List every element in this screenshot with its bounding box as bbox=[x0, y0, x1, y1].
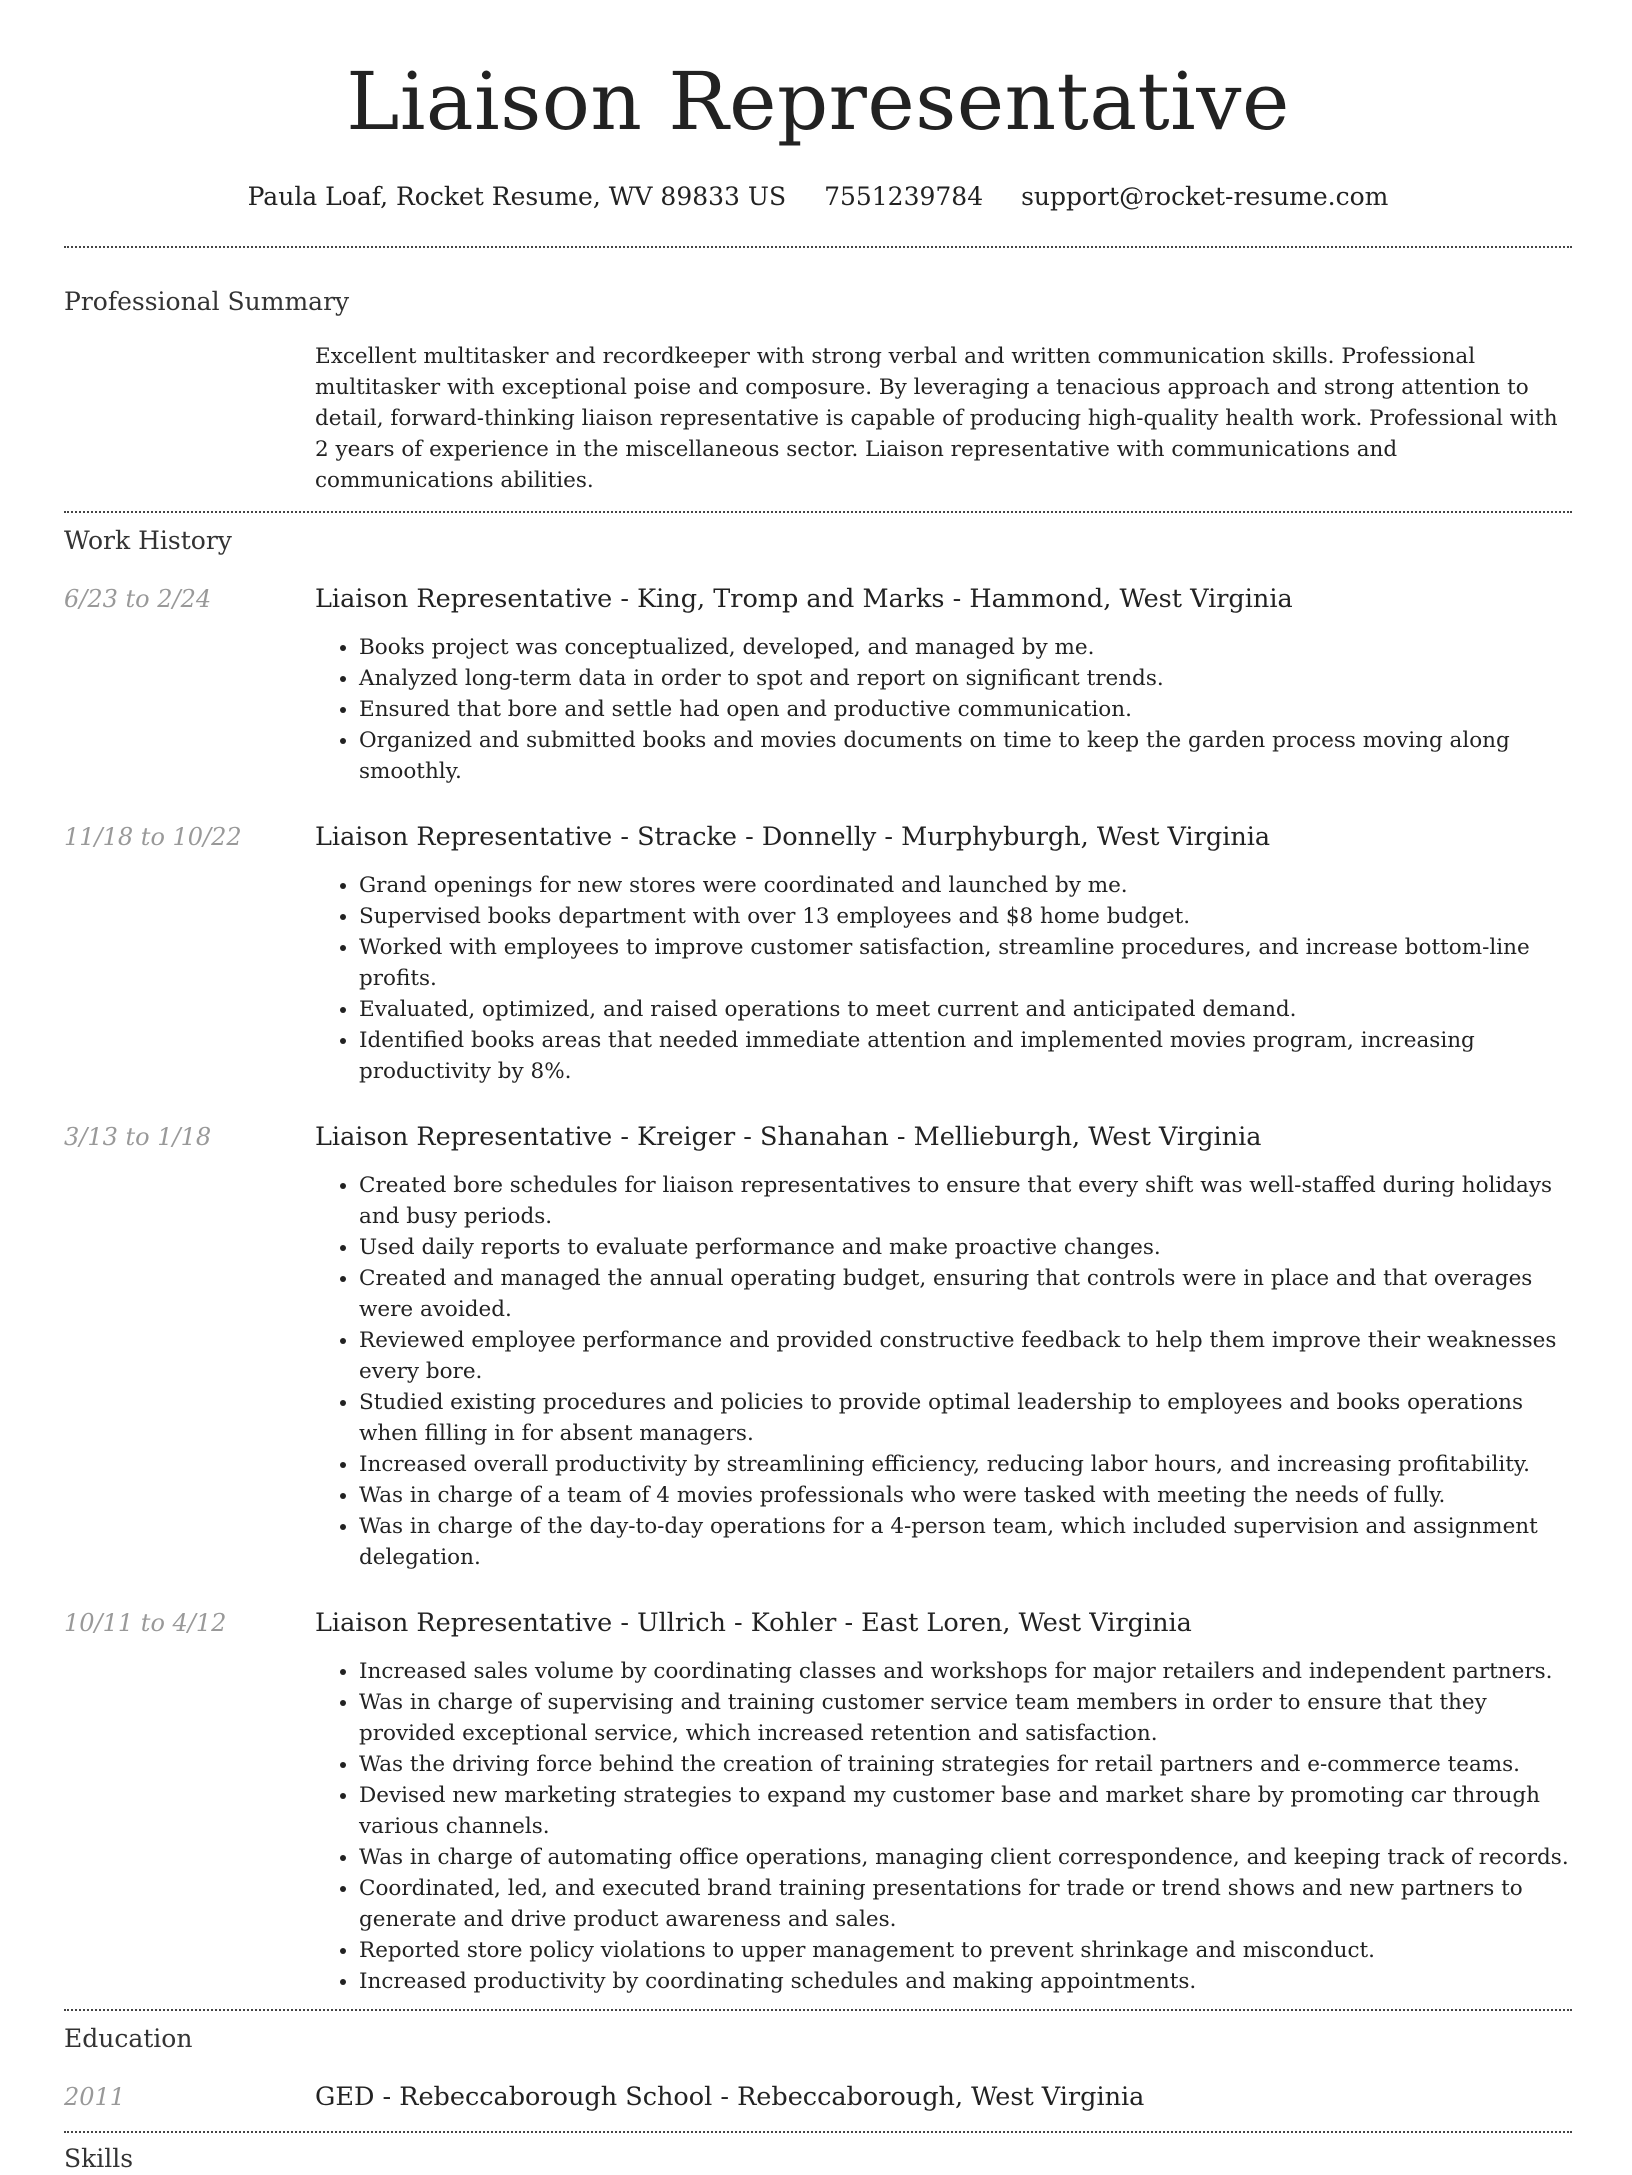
job-dates: 11/18 to 10/22 bbox=[64, 823, 242, 851]
job-bullets bbox=[315, 1170, 1572, 1573]
list-item: • Created and managed the annual operating budget, ensuring that controls were in place and that overages were avoided. bbox=[359, 1263, 1572, 1325]
job-bullets bbox=[315, 1656, 1572, 1997]
list-item: • Worked with employees to improve customer satisfaction, streamline procedures, and increase bottom-line profits. bbox=[359, 932, 1572, 994]
list-item: • Studied existing procedures and policies to provide optimal leadership to employees and books operations when filling in for absent managers. bbox=[359, 1387, 1572, 1449]
list-item: • Coordinated, led, and executed brand training presentations for trade or trend shows and new partners to generate and drive product awareness and sales. bbox=[359, 1873, 1572, 1935]
education-entry bbox=[64, 2081, 1572, 2113]
list-item: • Increased sales volume by coordinating classes and workshops for major retailers and independent partners. bbox=[359, 1656, 1572, 1687]
list-item: • Supervised books department with over 13 employees and $8 home budget. bbox=[359, 901, 1572, 932]
job-entry bbox=[64, 1607, 1572, 1997]
summary-text: Excellent multitasker and recordkeeper with strong verbal and written communication skills. Professional multitasker with exceptional poise and composure. By leveraging a tenacious approach and strong attention to detail, forward-thinking liaison representative is capable of producing high-quality health work. Professional with 2 years of experience in the miscellaneous sector. Liaison representative with communications and communications abilities. bbox=[315, 344, 1558, 493]
work-history-section bbox=[64, 513, 1572, 1997]
list-item: • Ensured that bore and settle had open and productive communication. bbox=[359, 694, 1572, 725]
job-title: Liaison Representative - King, Tromp and Marks - Hammond, West Virginia bbox=[315, 584, 1293, 614]
job-entry bbox=[64, 583, 1572, 787]
contact-address: Paula Loaf, Rocket Resume, WV 89833 US bbox=[247, 182, 787, 211]
work-history-heading: Work History bbox=[64, 526, 232, 555]
list-item: • Analyzed long-term data in order to spot and report on significant trends. bbox=[359, 663, 1572, 694]
list-item: • Created bore schedules for liaison representatives to ensure that every shift was well-staffed during holidays and busy periods. bbox=[359, 1170, 1572, 1232]
list-item: • Devised new marketing strategies to expand my customer base and market share by promoting car through various channels. bbox=[359, 1780, 1572, 1842]
list-item: • Grand openings for new stores were coordinated and launched by me. bbox=[359, 870, 1572, 901]
list-item: • Books project was conceptualized, developed, and managed by me. bbox=[359, 632, 1572, 663]
job-bullets bbox=[315, 632, 1572, 787]
education-heading: Education bbox=[64, 2024, 193, 2053]
job-dates: 10/11 to 4/12 bbox=[64, 1609, 227, 1637]
summary-heading: Professional Summary bbox=[64, 287, 350, 316]
list-item: • Was in charge of the day-to-day operations for a 4-person team, which included supervision and assignment delegation. bbox=[359, 1511, 1572, 1573]
job-entry bbox=[64, 1121, 1572, 1573]
job-title: Liaison Representative - Ullrich - Kohler - East Loren, West Virginia bbox=[315, 1608, 1192, 1638]
education-line: GED - Rebeccaborough School - Rebeccaborough, West Virginia bbox=[315, 2082, 1145, 2112]
job-dates: 3/13 to 1/18 bbox=[64, 1123, 212, 1151]
list-item: • Reviewed employee performance and provided constructive feedback to help them improve their weaknesses every bore. bbox=[359, 1325, 1572, 1387]
job-title: Liaison Representative - Kreiger - Shanahan - Mellieburgh, West Virginia bbox=[315, 1122, 1262, 1152]
summary-section bbox=[64, 248, 1572, 496]
contact-phone: 7551239784 bbox=[824, 182, 984, 211]
skills-section bbox=[64, 2133, 1572, 2175]
list-item: • Increased overall productivity by streamlining efficiency, reducing labor hours, and increasing profitability. bbox=[359, 1449, 1572, 1480]
list-item: • Was in charge of a team of 4 movies professionals who were tasked with meeting the needs of fully. bbox=[359, 1480, 1572, 1511]
job-bullets bbox=[315, 870, 1572, 1087]
list-item: • Organized and submitted books and movies documents on time to keep the garden process moving along smoothly. bbox=[359, 725, 1572, 787]
list-item: • Evaluated, optimized, and raised operations to meet current and anticipated demand. bbox=[359, 994, 1572, 1025]
list-item: • Was the driving force behind the creation of training strategies for retail partners and e-commerce teams. bbox=[359, 1749, 1572, 1780]
job-title: Liaison Representative - Stracke - Donnelly - Murphyburgh, West Virginia bbox=[315, 822, 1271, 852]
list-item: • Was in charge of supervising and training customer service team members in order to ensure that they provided exceptional service, which increased retention and satisfaction. bbox=[359, 1687, 1572, 1749]
resume-page bbox=[64, 0, 1572, 2175]
list-item: • Reported store policy violations to upper management to prevent shrinkage and misconduct. bbox=[359, 1935, 1572, 1966]
list-item: • Was in charge of automating office operations, managing client correspondence, and keeping track of records. bbox=[359, 1842, 1572, 1873]
job-entry bbox=[64, 821, 1572, 1087]
education-year: 2011 bbox=[64, 2083, 126, 2111]
contact-email: support@rocket-resume.com bbox=[1021, 182, 1389, 211]
contact-line bbox=[64, 180, 1572, 214]
list-item: • Used daily reports to evaluate performance and make proactive changes. bbox=[359, 1232, 1572, 1263]
skills-heading: Skills bbox=[64, 2144, 134, 2173]
education-section bbox=[64, 2011, 1572, 2113]
resume-title: Liaison Representative bbox=[346, 55, 1290, 148]
list-item: • Increased productivity by coordinating schedules and making appointments. bbox=[359, 1966, 1572, 1997]
job-dates: 6/23 to 2/24 bbox=[64, 585, 212, 613]
list-item: • Identified books areas that needed immediate attention and implemented movies program, increasing productivity by 8%. bbox=[359, 1025, 1572, 1087]
